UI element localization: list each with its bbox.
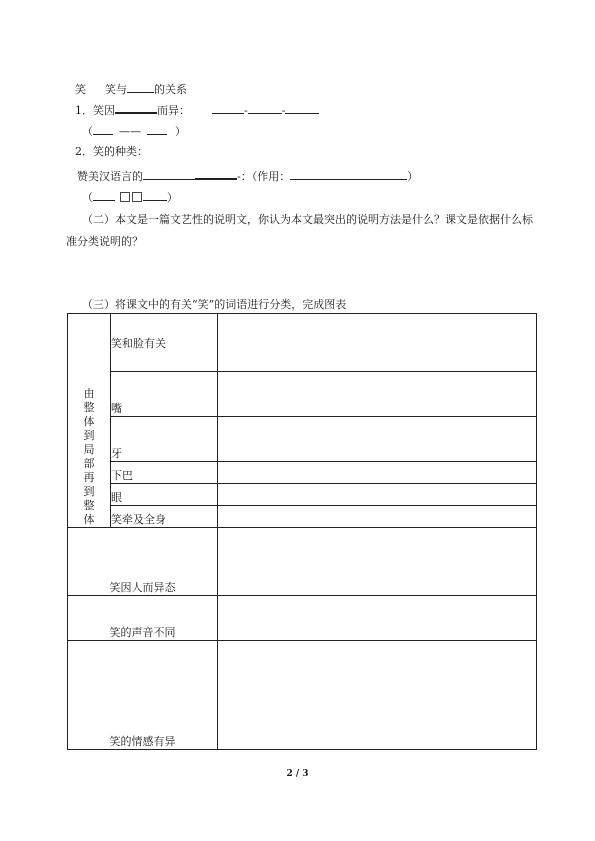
table-row bbox=[68, 641, 537, 750]
question-3-heading: （三）将课文中的有关“笑”的词语进行分类，完成图表 bbox=[82, 298, 347, 311]
item1-label: 1．笑因 bbox=[75, 104, 115, 117]
page-number: 2 / 3 bbox=[286, 769, 309, 779]
table-row bbox=[68, 596, 537, 641]
item1-hint-line bbox=[82, 123, 186, 139]
row-label: 眼 bbox=[111, 491, 122, 504]
blank-item1-a[interactable] bbox=[115, 101, 157, 114]
row-label-cell bbox=[68, 596, 218, 641]
answer-cell[interactable] bbox=[218, 528, 537, 596]
answer-cell[interactable] bbox=[218, 417, 537, 462]
item2-praise-colon: ：（作用： bbox=[240, 170, 291, 183]
item2-hint-line bbox=[82, 189, 178, 205]
item2-praise-line bbox=[77, 167, 418, 184]
item1-hint-open: （ bbox=[82, 125, 93, 138]
answer-cell[interactable] bbox=[218, 372, 537, 417]
table-row bbox=[68, 372, 537, 417]
blank-title[interactable] bbox=[127, 81, 154, 93]
blank-item1-b[interactable] bbox=[212, 102, 244, 114]
box-icon bbox=[132, 192, 142, 202]
blank-item1-c[interactable] bbox=[248, 102, 282, 114]
row-label-cell bbox=[111, 462, 218, 484]
classification-table bbox=[67, 313, 537, 750]
item2-praise-prefix: 赞美汉语言的 bbox=[77, 170, 143, 183]
table-row bbox=[68, 484, 537, 506]
row-label: 嘴 bbox=[111, 402, 122, 415]
group-label-cell bbox=[68, 314, 111, 528]
row-label-cell bbox=[68, 528, 218, 596]
item1-hint-mid: —— bbox=[119, 125, 141, 138]
blank-hint-a[interactable] bbox=[93, 123, 113, 135]
row-label: 笑牵及全身 bbox=[111, 513, 166, 526]
section-title-suffix: 的关系 bbox=[154, 83, 187, 96]
row-label-cell bbox=[68, 641, 218, 750]
section-title-prefix: 笑与 bbox=[105, 83, 127, 96]
blank-hint-b[interactable] bbox=[147, 123, 167, 135]
blank-item1-d[interactable] bbox=[285, 102, 319, 114]
item2-praise-dash: - bbox=[237, 170, 241, 183]
table-row bbox=[68, 314, 537, 372]
answer-cell[interactable] bbox=[218, 506, 537, 528]
item2-label: 2．笑的种类： bbox=[75, 145, 148, 158]
blank-hint2-a[interactable] bbox=[93, 189, 115, 201]
item2-hint-open: （ bbox=[82, 191, 93, 204]
table-row bbox=[68, 417, 537, 462]
item1-sep1: - bbox=[244, 104, 248, 117]
row-label-cell bbox=[111, 314, 218, 372]
row-label: 下巴 bbox=[111, 469, 133, 482]
section-title-line bbox=[75, 81, 187, 97]
blank-hint2-b[interactable] bbox=[143, 189, 167, 201]
blank-praise-a[interactable] bbox=[143, 168, 195, 180]
table-row bbox=[68, 528, 537, 596]
question-2: （二）本文是一篇文艺性的说明文，你认为本文最突出的说明方法是什么？课文是依据什么标准分类说明的？ bbox=[66, 213, 533, 248]
answer-cell[interactable] bbox=[218, 596, 537, 641]
row-label: 笑的情感有异 bbox=[109, 735, 176, 748]
table-row bbox=[68, 506, 537, 528]
item1-line bbox=[75, 101, 319, 118]
blank-praise-b[interactable] bbox=[195, 167, 237, 180]
row-label: 牙 bbox=[111, 447, 122, 460]
group-label: 由整体到局部再到整体 bbox=[83, 387, 95, 526]
answer-cell[interactable] bbox=[218, 484, 537, 506]
item2-praise-close: ） bbox=[407, 170, 419, 183]
section-title-word: 笑 bbox=[75, 83, 86, 96]
answer-cell[interactable] bbox=[218, 641, 537, 750]
box-icon bbox=[120, 192, 130, 202]
row-label: 笑和脸有关 bbox=[111, 336, 166, 350]
row-label-cell bbox=[111, 506, 218, 528]
answer-cell[interactable] bbox=[218, 462, 537, 484]
item2-line bbox=[75, 145, 148, 159]
item1-middle: 而异： bbox=[157, 104, 190, 117]
row-label: 笑因人而异态 bbox=[109, 581, 176, 594]
table-row bbox=[68, 462, 537, 484]
item1-hint-close: ） bbox=[175, 125, 186, 138]
blank-praise-effect[interactable] bbox=[290, 168, 407, 180]
row-label: 笑的声音不同 bbox=[109, 626, 176, 639]
row-label-cell bbox=[111, 417, 218, 462]
row-label-cell bbox=[111, 484, 218, 506]
item2-hint-close: ） bbox=[167, 191, 178, 204]
item1-sep2: - bbox=[281, 104, 286, 117]
row-label-cell bbox=[111, 372, 218, 417]
answer-cell[interactable] bbox=[218, 314, 537, 372]
